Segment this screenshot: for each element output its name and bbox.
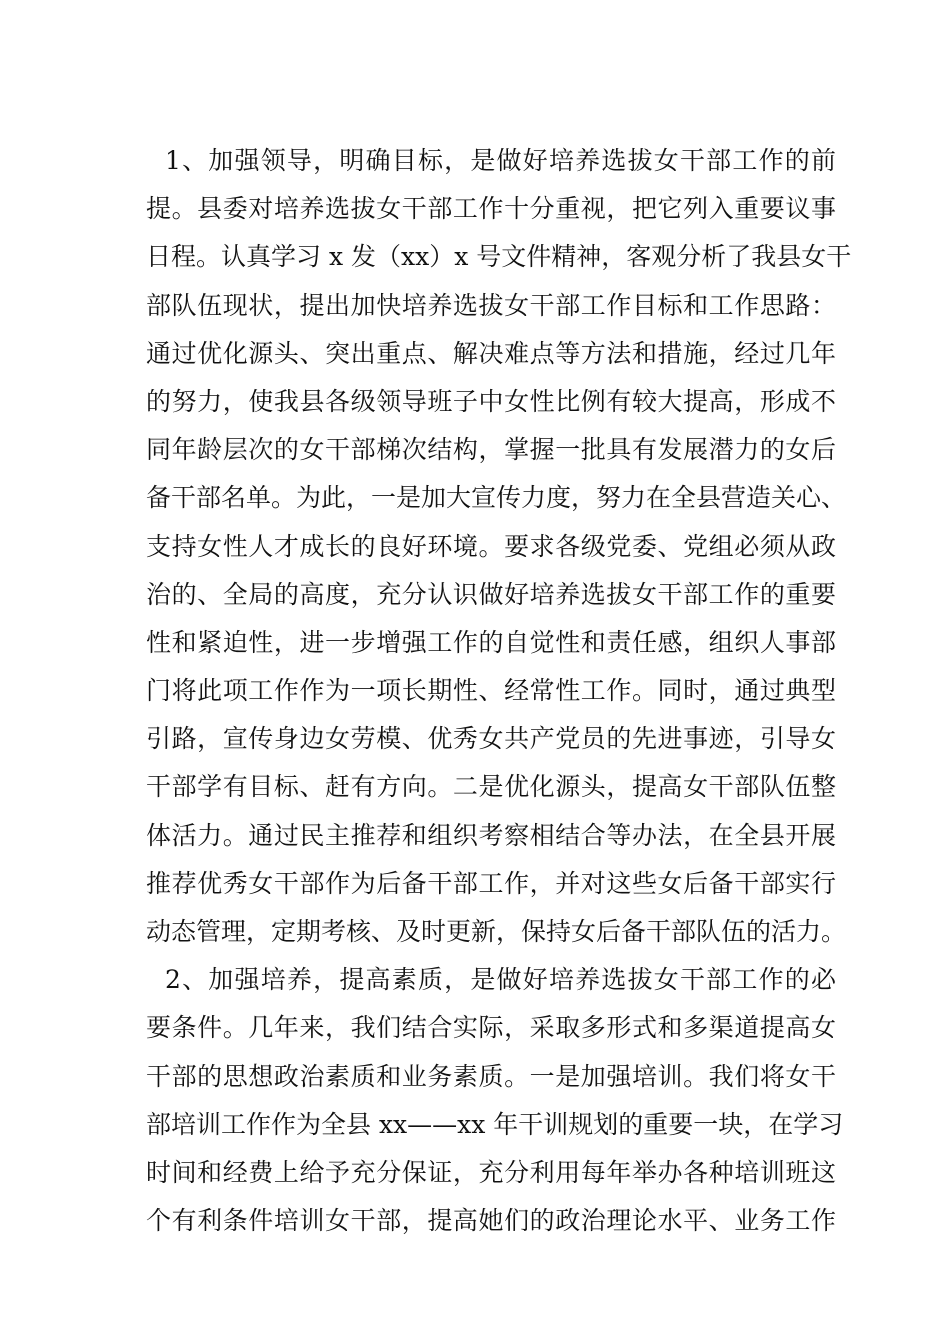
body-text <box>146 137 852 1245</box>
text-line: 干部的思想政治素质和业务素质。一是加强培训。我们将女干 <box>146 1061 836 1091</box>
text-line: 部培训工作作为全县 xx——xx 年干训规划的重要一块，在学习 <box>146 1109 844 1139</box>
text-line: 的努力，使我县各级领导班子中女性比例有较大提高，形成不 <box>146 386 836 416</box>
text-line: 性和紧迫性，进一步增强工作的自觉性和责任感，组织人事部 <box>146 627 836 657</box>
text-line: 时间和经费上给予充分保证，充分利用每年举办各种培训班这 <box>146 1157 836 1187</box>
paragraph-2 <box>146 956 844 1245</box>
text-line: 门将此项工作作为一项长期性、经常性工作。同时，通过典型 <box>146 676 836 706</box>
text-line: 引路，宣传身边女劳模、优秀女共产党员的先进事迹，引导女 <box>146 724 836 754</box>
text-line: 动态管理，定期考核、及时更新，保持女后备干部队伍的活力。 <box>146 917 847 946</box>
text-line: 支持女性人才成长的良好环境。要求各级党委、党组必须从政 <box>146 531 836 561</box>
text-line: 体活力。通过民主推荐和组织考察相结合等办法，在全县开展 <box>146 820 836 850</box>
text-line: 1、加强领导，明确目标，是做好培养选拔女干部工作的前 <box>165 146 836 175</box>
text-line: 备干部名单。为此，一是加大宣传力度，努力在全县营造关心、 <box>146 483 847 513</box>
text-line: 2、加强培养，提高素质，是做好培养选拔女干部工作的必 <box>165 965 836 995</box>
text-line: 要条件。几年来，我们结合实际，采取多形式和多渠道提高女 <box>146 1013 836 1043</box>
text-line: 个有利条件培训女干部，提高她们的政治理论水平、业务工作 <box>146 1206 836 1236</box>
text-line: 治的、全局的高度，充分认识做好培养选拔女干部工作的重要 <box>146 579 836 609</box>
text-line: 同年龄层次的女干部梯次结构，掌握一批具有发展潜力的女后 <box>146 435 836 465</box>
text-line: 部队伍现状，提出加快培养选拔女干部工作目标和工作思路： <box>146 290 836 320</box>
text-line: 通过优化源头、突出重点、解决难点等方法和措施，经过几年 <box>146 338 836 368</box>
text-line: 提。县委对培养选拔女干部工作十分重视，把它列入重要议事 <box>146 194 836 224</box>
text-line: 干部学有目标、赶有方向。二是优化源头，提高女干部队伍整 <box>146 772 836 802</box>
text-line: 推荐优秀女干部作为后备干部工作，并对这些女后备干部实行 <box>146 868 836 898</box>
text-line: 日程。认真学习 x 发（xx）x 号文件精神，客观分析了我县女干 <box>146 242 852 272</box>
paragraph-1 <box>146 137 852 956</box>
